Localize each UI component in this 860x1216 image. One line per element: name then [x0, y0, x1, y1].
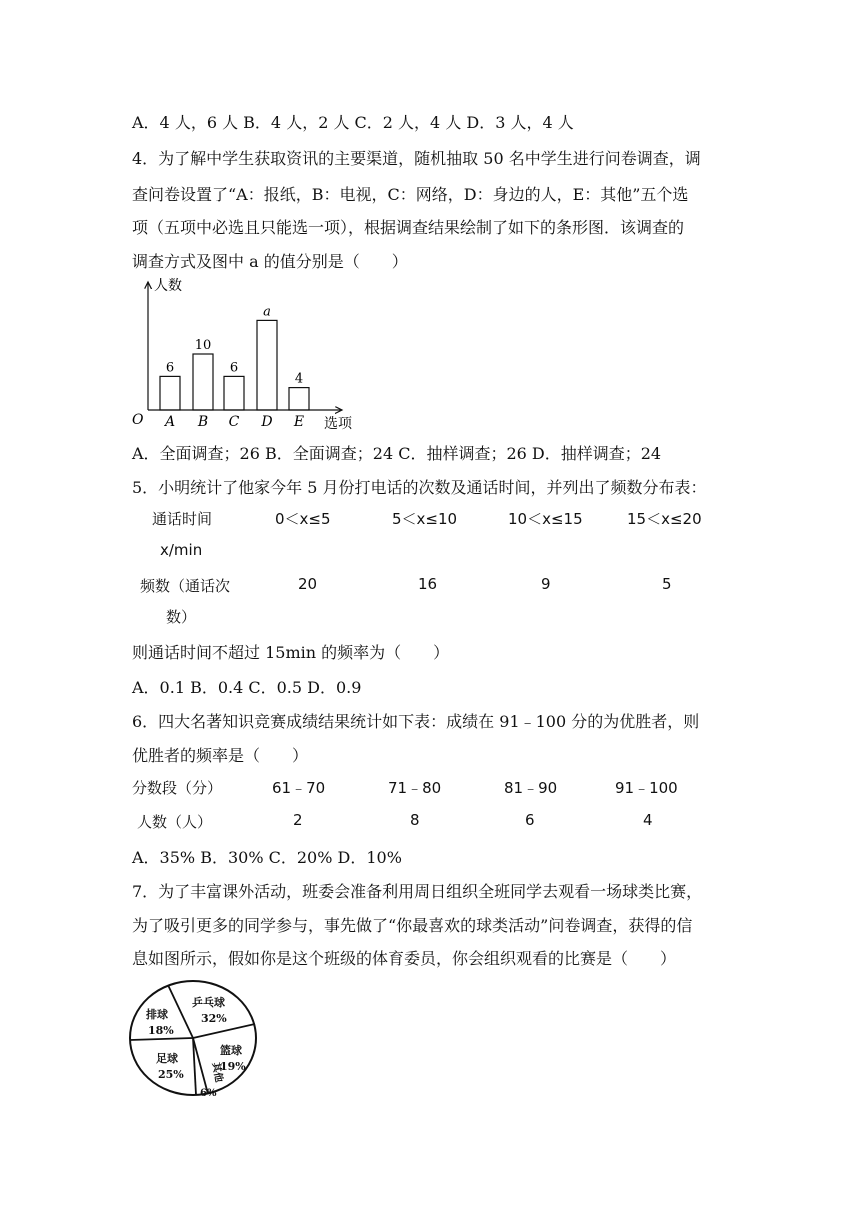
pie-label-volleyball: 排球 — [146, 1008, 168, 1021]
bar-label-C: 6 — [229, 360, 239, 376]
q5-row-label: 频数（通话次 — [140, 577, 231, 595]
q6-header-1: 61﹣70 — [272, 779, 326, 797]
q5-header-label: 通话时间 — [152, 510, 213, 528]
pie-label-pingpong: 乒乓球 — [192, 996, 225, 1009]
bar-label-D: a — [263, 304, 271, 320]
q4-stem-line-3: 项（五项中必选且只能选一项），根据调查结果绘制了如下的条形图．该调查的 — [132, 218, 685, 237]
q5-options: A．0.1 B．0.4 C．0.5 D．0.9 — [132, 678, 362, 697]
q6-header-3: 81﹣90 — [504, 779, 558, 797]
q6-stem-line-2: 优胜者的频率是（ ） — [132, 746, 309, 765]
q5-header-label-unit: x/min — [160, 541, 203, 559]
x-tick-D: D — [261, 414, 273, 430]
q4-bar-chart — [130, 276, 370, 432]
pie-divider-3 — [193, 1024, 255, 1038]
origin-label: O — [132, 412, 144, 428]
x-tick-A: A — [164, 414, 176, 430]
q7-pie-chart — [128, 980, 262, 1102]
q6-value-1: 2 — [293, 811, 303, 829]
q7-stem-line-3: 息如图所示，假如你是这个班级的体育委员，你会组织观看的比赛是（ ） — [132, 949, 677, 968]
bar-D — [257, 320, 277, 410]
q6-header-2: 71﹣80 — [388, 779, 442, 797]
q6-header-label: 分数段（分） — [132, 779, 223, 797]
q5-value-1: 20 — [298, 575, 318, 593]
q5-value-3: 9 — [541, 575, 551, 593]
x-tick-B: B — [197, 414, 209, 430]
pie-label-basketball: 篮球 — [220, 1044, 242, 1057]
q4-stem-line-4: 调查方式及图中 a 的值分别是（ ） — [132, 252, 408, 271]
q6-header-4: 91﹣100 — [615, 779, 678, 797]
q6-options: A．35% B．30% C．20% D．10% — [132, 848, 402, 867]
bar-label-A: 6 — [165, 360, 175, 376]
q3-options: A．4 人，6 人 B．4 人，2 人 C．2 人，4 人 D．3 人，4 人 — [132, 113, 574, 132]
q7-stem-line-2: 为了吸引更多的同学参与，事先做了“你最喜欢的球类活动”问卷调查，获得的信 — [132, 916, 693, 935]
x-axis-label: 选项 — [324, 416, 352, 432]
q6-value-4: 4 — [643, 811, 653, 829]
q5-value-4: 5 — [662, 575, 672, 593]
pie-divider-2 — [130, 1038, 193, 1040]
bar-E — [289, 388, 309, 410]
pie-value-basketball: 19% — [220, 1060, 246, 1073]
x-tick-C: C — [228, 414, 240, 430]
y-axis-label: 人数 — [154, 278, 182, 294]
q7-stem-line-1: 7．为了丰富课外活动，班委会准备利用周日组织全班同学去观看一场球类比赛， — [132, 882, 703, 901]
q5-header-1: 0＜x≤5 — [275, 510, 331, 528]
q4-options: A．全面调查；26 B．全面调查；24 C．抽样调查；26 D．抽样调查；24 — [132, 444, 662, 463]
q6-value-3: 6 — [525, 811, 535, 829]
bar-B — [193, 354, 213, 410]
q6-value-2: 8 — [410, 811, 420, 829]
pie-value-volleyball: 18% — [148, 1024, 174, 1037]
q5-header-2: 5＜x≤10 — [392, 510, 458, 528]
q6-stem-line-1: 6．四大名著知识竞赛成绩结果统计如下表：成绩在 91﹣100 分的为优胜者，则 — [132, 712, 700, 731]
bar-label-B: 10 — [194, 338, 212, 353]
pie-value-other: 6% — [200, 1088, 217, 1099]
q6-row-label: 人数（人） — [137, 813, 213, 831]
q5-value-2: 16 — [418, 575, 438, 593]
q5-row-label-cont: 数） — [166, 608, 197, 626]
q4-stem-line-1: 4．为了解中学生获取资讯的主要渠道，随机抽取 50 名中学生进行问卷调查，调 — [132, 149, 701, 168]
pie-label-other: 其他 — [209, 1061, 224, 1084]
bar-A — [160, 376, 180, 410]
q5-header-3: 10＜x≤15 — [508, 510, 583, 528]
q5-stem: 5．小明统计了他家今年 5 月份打电话的次数及通话时间，并列出了频数分布表： — [132, 478, 707, 497]
q5-header-4: 15＜x≤20 — [627, 510, 702, 528]
pie-value-football: 25% — [158, 1068, 184, 1081]
q4-stem-line-2: 查问卷设置了“A：报纸，B：电视，C：网络，D：身边的人，E：其他”五个选 — [132, 185, 689, 204]
q5-question: 则通话时间不超过 15min 的频率为（ ） — [132, 643, 450, 662]
bar-C — [224, 376, 244, 410]
pie-value-pingpong: 32% — [201, 1012, 227, 1025]
x-tick-E: E — [293, 414, 305, 430]
bar-label-E: 4 — [294, 371, 304, 387]
pie-label-football: 足球 — [156, 1052, 178, 1065]
